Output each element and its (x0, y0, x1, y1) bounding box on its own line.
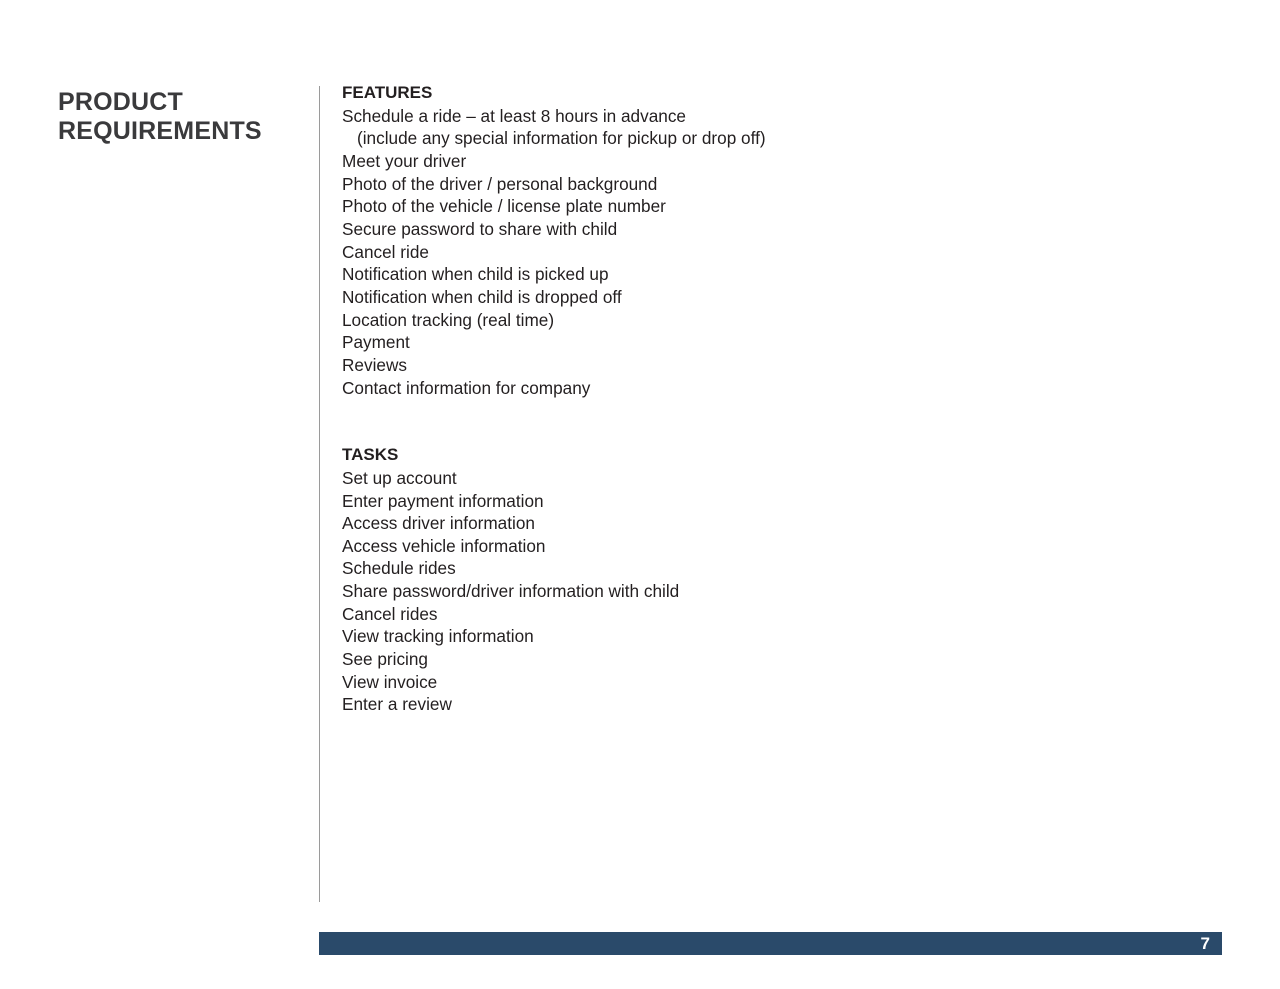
vertical-divider (319, 86, 320, 902)
task-item: Access driver information (342, 513, 535, 534)
page-title-line-1: PRODUCT (58, 88, 184, 116)
task-item: View invoice (342, 671, 438, 692)
task-item: See pricing (342, 649, 428, 670)
feature-item: Notification when child is picked up (342, 264, 609, 285)
feature-item: Location tracking (real time) (342, 309, 555, 330)
page-title (58, 88, 298, 146)
features-list (342, 105, 1222, 400)
task-item: Set up account (342, 467, 457, 488)
footer-bar (319, 932, 1222, 955)
task-item: Access vehicle information (342, 535, 546, 556)
tasks-heading: TASKS (342, 445, 399, 465)
page-title-line-2: REQUIREMENTS (58, 117, 262, 145)
task-item: Enter a review (342, 694, 452, 715)
feature-item: Cancel ride (342, 241, 429, 262)
requirements-content (342, 82, 1222, 716)
feature-item: Contact information for company (342, 377, 591, 398)
section-spacer (342, 399, 1222, 444)
feature-item: Schedule a ride – at least 8 hours in advance (342, 105, 686, 126)
feature-item-note: (include any special information for pickup or drop off) (357, 128, 766, 149)
tasks-list (342, 467, 1222, 716)
feature-item: Photo of the vehicle / license plate number (342, 196, 666, 217)
feature-item: Payment (342, 332, 410, 353)
task-item: Share password/driver information with child (342, 581, 680, 602)
task-item: Schedule rides (342, 558, 456, 579)
task-item: Enter payment information (342, 490, 544, 511)
feature-item: Meet your driver (342, 150, 467, 171)
feature-item: Notification when child is dropped off (342, 286, 622, 307)
features-heading: FEATURES (342, 83, 433, 102)
feature-item: Secure password to share with child (342, 218, 618, 239)
feature-item: Reviews (342, 354, 407, 375)
feature-item: Photo of the driver / personal background (342, 173, 658, 194)
task-item: Cancel rides (342, 603, 438, 624)
task-item: View tracking information (342, 626, 534, 647)
page-number: 7 (1200, 934, 1210, 953)
